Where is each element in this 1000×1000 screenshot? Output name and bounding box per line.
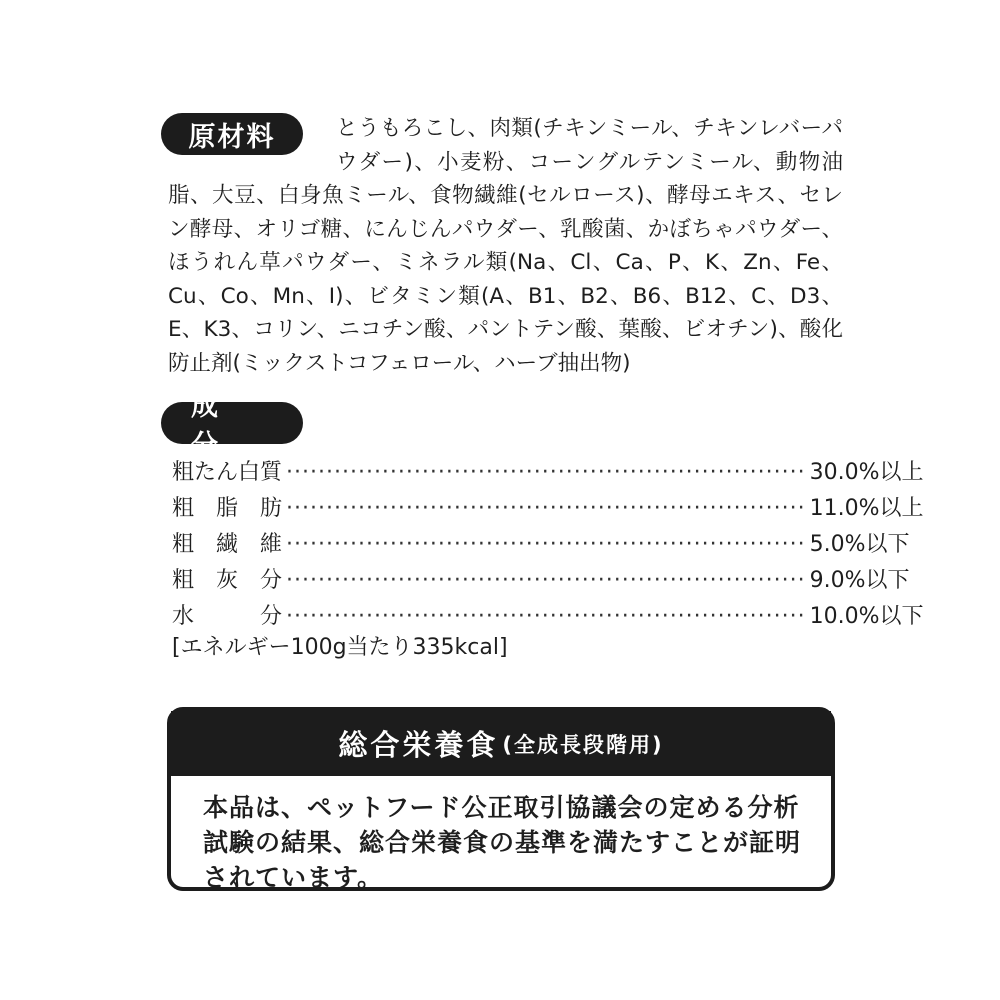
nutrition-box	[167, 707, 835, 891]
analysis-row-protein	[172, 455, 924, 491]
analysis-row-value: 10.0%以下	[809, 604, 924, 629]
energy-note: [エネルギー100g当たり335kcal]	[172, 635, 508, 660]
analysis-row-label: 粗 灰 分	[172, 568, 283, 593]
analysis-row-value: 5.0%以下	[809, 532, 910, 557]
leader-dots: ·································································	[286, 568, 806, 593]
leader-dots: ·································································	[286, 496, 806, 521]
nutrition-box-header	[171, 711, 831, 776]
leader-dots: ·································································	[286, 532, 806, 557]
analysis-row-label: 粗 繊 維	[172, 532, 283, 557]
ingredients-text-block	[168, 112, 843, 380]
ingredients-text: とうもろこし、肉類(チキンミール、チキンレバーパウダー)、小麦粉、コーングルテンミール、動物油脂、大豆、白身魚ミール、食物繊維(セルロース)、酵母エキス、セレン酵母、オリゴ糖、にんじんパウダー、乳酸菌、かぼちゃパウダー、ほうれん草パウダー、ミネラル類(Na、Cl、Ca、P、K、Zn、Fe、Cu、Co、Mn、I)、ビタミン類(A、B1、B2、B6、B12、C、D3、E、K3、コリン、ニコチン酸、パントテン酸、葉酸、ビオチン)、酸化防止剤(ミックストコフェロール、ハーブ抽出物)	[168, 116, 843, 376]
nutrition-box-title: 総合栄養食	[338, 728, 499, 762]
analysis-table	[172, 455, 924, 635]
analysis-row-ash	[172, 563, 910, 599]
analysis-row-fiber	[172, 527, 910, 563]
analysis-row-label: 水 分	[172, 604, 283, 629]
analysis-row-fat	[172, 491, 924, 527]
analysis-row-value: 11.0%以上	[809, 496, 924, 521]
leader-dots: ·································································	[286, 460, 806, 485]
analysis-heading: 成分	[161, 402, 303, 444]
analysis-row-label: 粗 脂 肪	[172, 496, 283, 521]
analysis-row-value: 30.0%以上	[809, 460, 924, 485]
analysis-row-value: 9.0%以下	[809, 568, 910, 593]
leader-dots: ·································································	[286, 604, 806, 629]
ingredients-heading: 原材料	[161, 113, 303, 155]
nutrition-box-subtitle: (全成長段階用)	[502, 732, 664, 757]
nutrition-box-body: 本品は、ペットフード公正取引協議会の定める分析試験の結果、総合栄養食の基準を満たすことが証明されています。	[203, 793, 802, 892]
heading-spacer	[168, 112, 336, 172]
analysis-row-label: 粗たん白質	[172, 460, 283, 485]
